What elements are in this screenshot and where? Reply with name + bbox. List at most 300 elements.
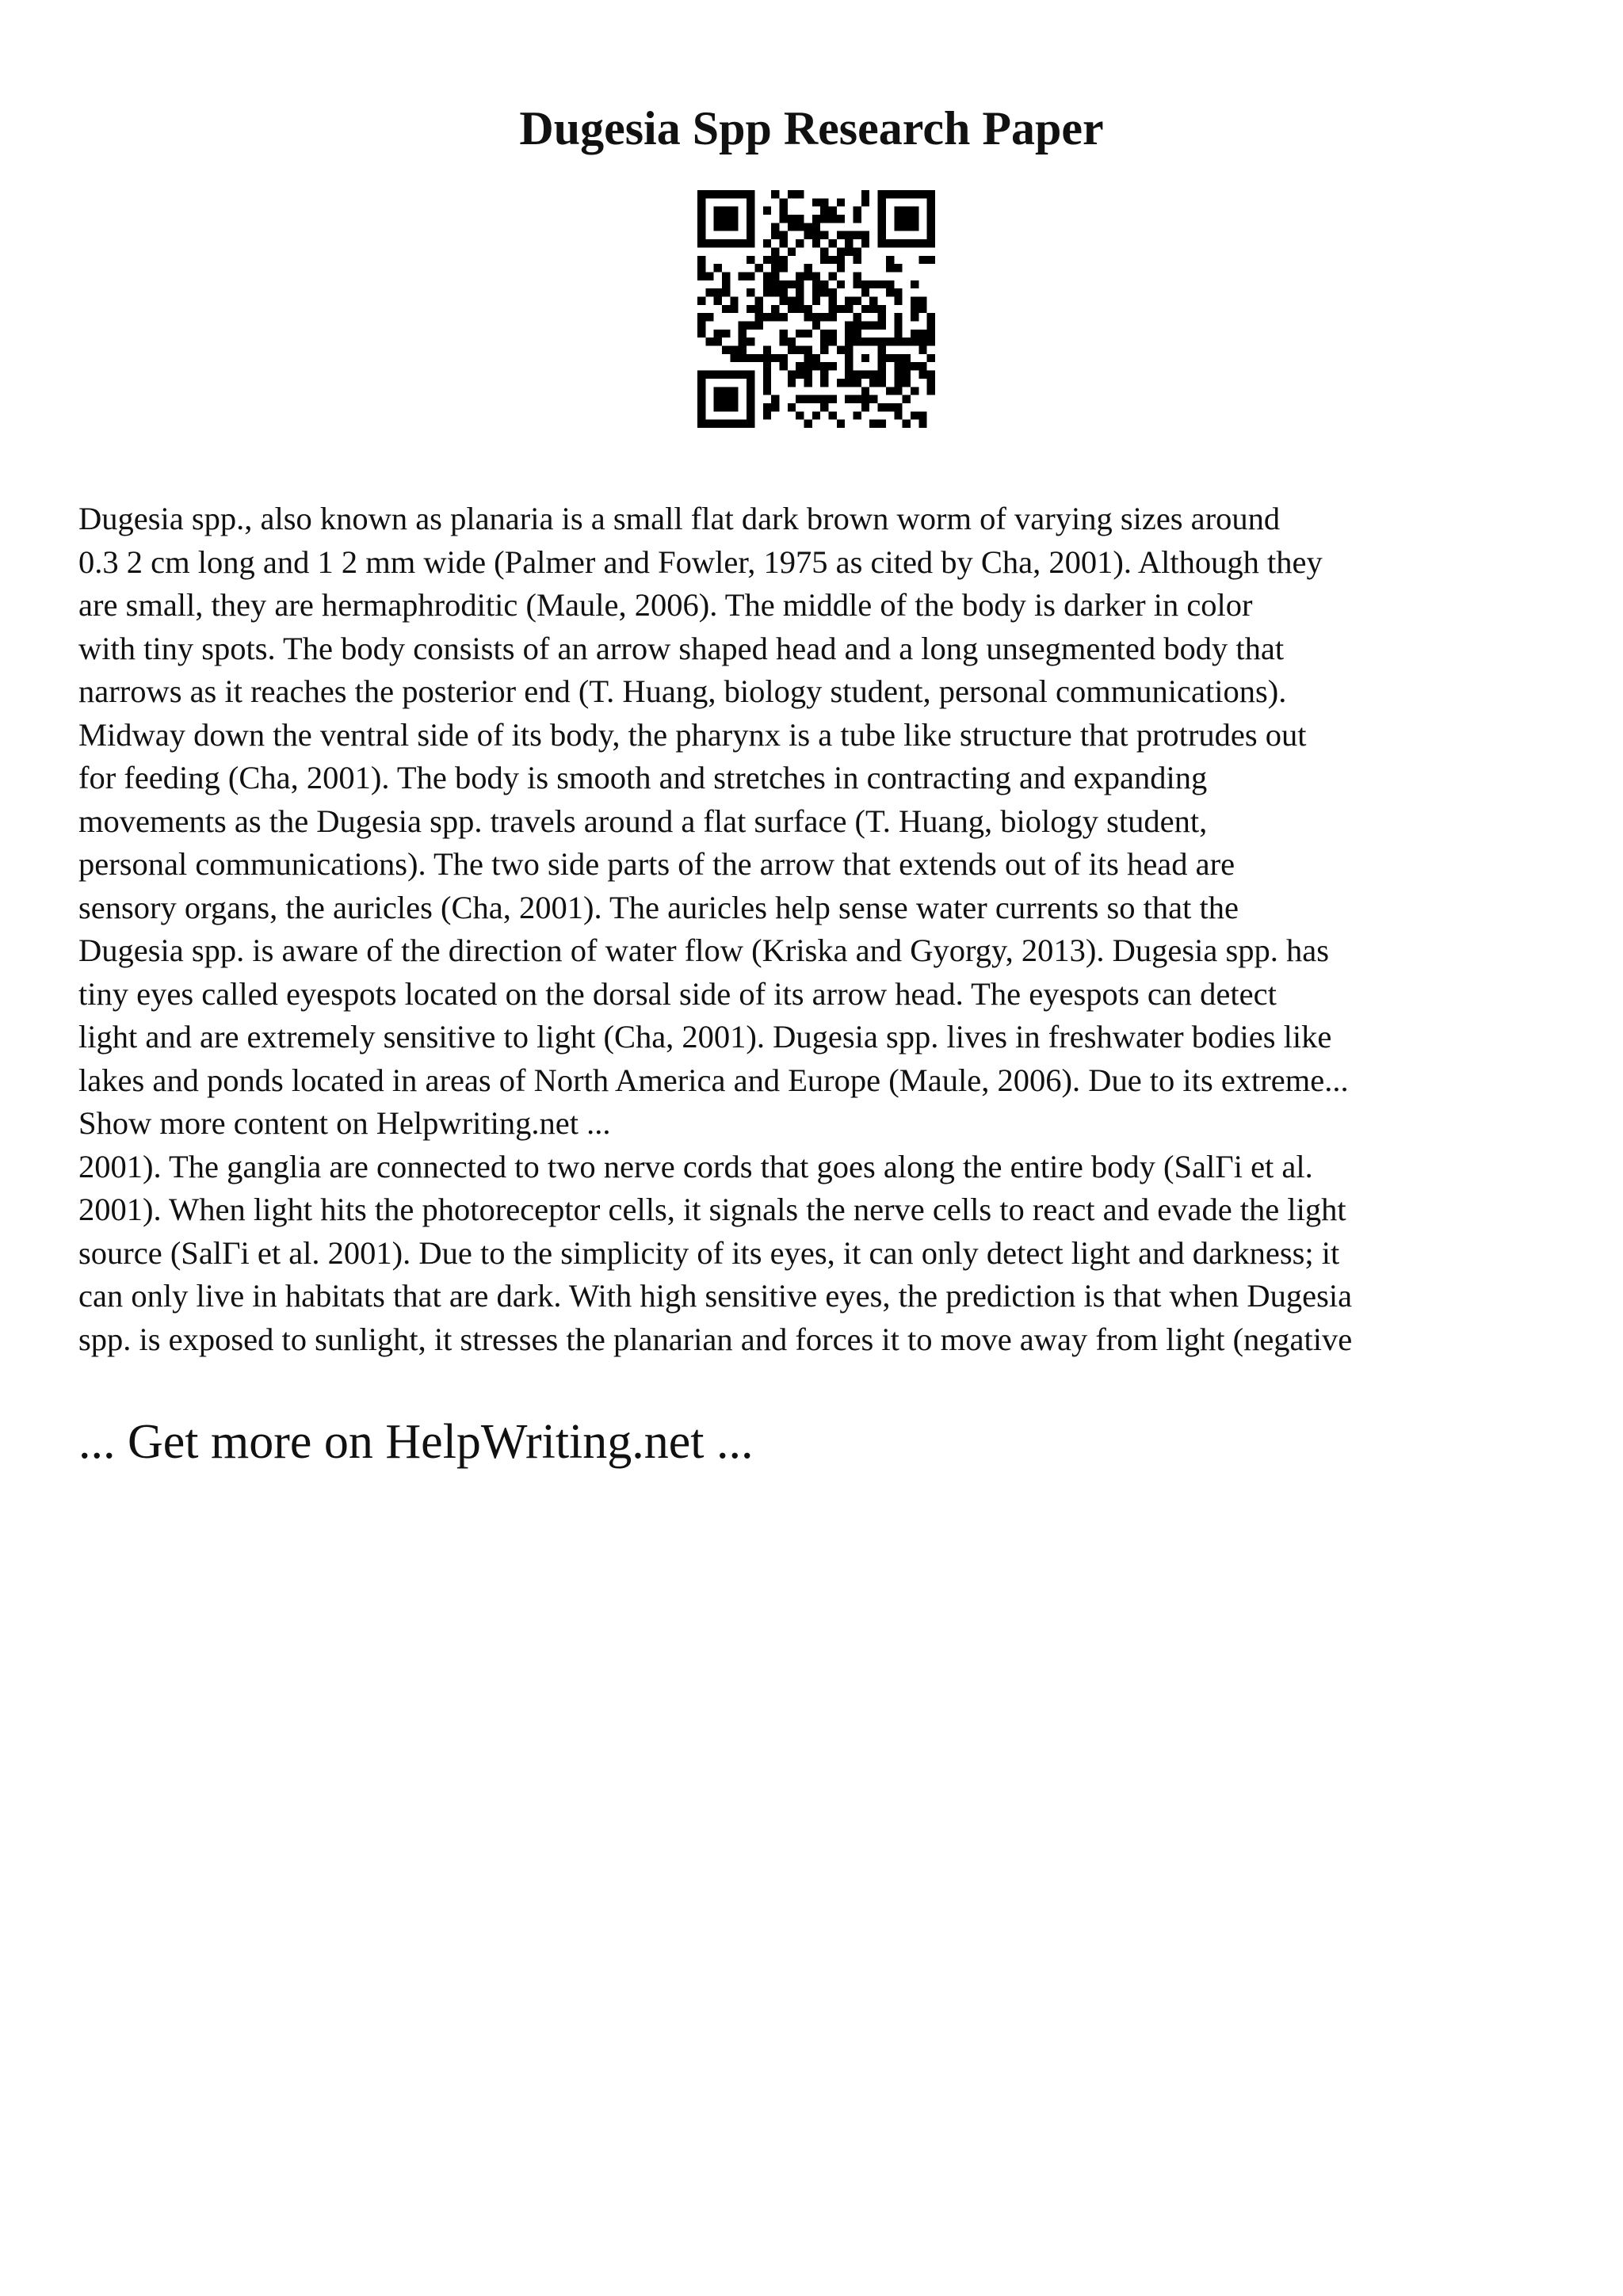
qr-module bbox=[894, 403, 902, 411]
qr-module bbox=[705, 288, 713, 296]
qr-module bbox=[927, 354, 935, 362]
qr-module bbox=[903, 371, 911, 379]
qr-module bbox=[854, 256, 861, 264]
body-line: personal communications). The two side parts of the arrow that extends out of its head are bbox=[78, 846, 1235, 882]
qr-module bbox=[886, 190, 894, 198]
qr-module bbox=[763, 403, 771, 411]
qr-module bbox=[820, 313, 828, 321]
qr-module bbox=[927, 198, 935, 206]
qr-module bbox=[730, 190, 738, 198]
qr-module bbox=[812, 395, 820, 403]
qr-module bbox=[820, 346, 828, 354]
qr-module bbox=[796, 411, 804, 419]
qr-module bbox=[911, 223, 918, 231]
qr-module bbox=[894, 330, 902, 338]
qr-module bbox=[796, 223, 804, 231]
qr-module bbox=[837, 420, 845, 428]
qr-module bbox=[829, 256, 837, 264]
qr-module bbox=[812, 223, 820, 231]
qr-module bbox=[927, 223, 935, 231]
qr-module bbox=[714, 264, 722, 272]
qr-module bbox=[722, 288, 730, 296]
qr-module bbox=[796, 296, 804, 304]
qr-module bbox=[894, 223, 902, 231]
qr-module bbox=[829, 330, 837, 338]
qr-module bbox=[697, 322, 705, 330]
qr-module bbox=[894, 239, 902, 247]
qr-module bbox=[903, 379, 911, 387]
qr-module bbox=[771, 288, 779, 296]
qr-module bbox=[820, 231, 828, 239]
qr-module bbox=[820, 288, 828, 296]
qr-module bbox=[779, 330, 787, 338]
qr-module bbox=[747, 403, 754, 411]
qr-module bbox=[829, 296, 837, 304]
qr-module bbox=[697, 223, 705, 231]
qr-module bbox=[739, 272, 747, 280]
qr-module bbox=[845, 379, 853, 387]
qr-module bbox=[820, 207, 828, 215]
qr-module bbox=[747, 411, 754, 419]
qr-module bbox=[845, 231, 853, 239]
qr-module bbox=[771, 305, 779, 313]
qr-module bbox=[697, 371, 705, 379]
qr-module bbox=[722, 223, 730, 231]
qr-module bbox=[747, 288, 754, 296]
qr-module bbox=[869, 338, 877, 345]
qr-module bbox=[804, 264, 812, 272]
qr-module bbox=[878, 346, 886, 354]
qr-module bbox=[722, 280, 730, 288]
qr-module bbox=[714, 371, 722, 379]
qr-module bbox=[796, 305, 804, 313]
qr-module bbox=[714, 296, 722, 304]
qr-module bbox=[903, 215, 911, 223]
qr-module bbox=[854, 215, 861, 223]
qr-module bbox=[754, 264, 762, 272]
qr-module bbox=[788, 247, 796, 255]
qr-module bbox=[722, 346, 730, 354]
qr-module bbox=[911, 215, 918, 223]
qr-module bbox=[837, 264, 845, 272]
qr-module bbox=[697, 420, 705, 428]
qr-module bbox=[779, 288, 787, 296]
qr-module bbox=[861, 371, 869, 379]
qr-module bbox=[804, 223, 812, 231]
qr-module bbox=[854, 338, 861, 345]
qr-module bbox=[812, 354, 820, 362]
qr-module bbox=[812, 313, 820, 321]
qr-module bbox=[763, 288, 771, 296]
qr-module bbox=[754, 354, 762, 362]
qr-module bbox=[788, 346, 796, 354]
qr-module bbox=[869, 379, 877, 387]
page-title: Dugesia Spp Research Paper bbox=[519, 102, 1104, 154]
qr-module bbox=[747, 322, 754, 330]
qr-module bbox=[845, 330, 853, 338]
qr-module bbox=[927, 338, 935, 345]
qr-module bbox=[739, 322, 747, 330]
qr-module bbox=[747, 215, 754, 223]
qr-module bbox=[878, 223, 886, 231]
body-line: with tiny spots. The body consists of an arrow shaped head and a long unsegmented body that bbox=[78, 630, 1285, 666]
qr-module bbox=[878, 313, 886, 321]
qr-module bbox=[747, 272, 754, 280]
qr-module bbox=[927, 387, 935, 395]
qr-module bbox=[730, 395, 738, 403]
qr-module bbox=[820, 395, 828, 403]
qr-module bbox=[739, 190, 747, 198]
qr-module bbox=[820, 215, 828, 223]
qr-module bbox=[829, 313, 837, 321]
qr-module bbox=[739, 330, 747, 338]
qr-module bbox=[837, 305, 845, 313]
qr-module bbox=[714, 387, 722, 395]
qr-module bbox=[837, 247, 845, 255]
qr-module bbox=[763, 256, 771, 264]
qr-module bbox=[812, 280, 820, 288]
show-more-link[interactable]: Show more content on Helpwriting.net ... bbox=[78, 1105, 611, 1141]
qr-module bbox=[804, 346, 812, 354]
qr-module bbox=[927, 371, 935, 379]
qr-module bbox=[878, 362, 886, 370]
body-line: lakes and ponds located in areas of North America and Europe (Maule, 2006). Due to its extreme... bbox=[78, 1062, 1349, 1098]
qr-module bbox=[854, 322, 861, 330]
qr-module bbox=[820, 247, 828, 255]
qr-module bbox=[754, 313, 762, 321]
qr-module bbox=[730, 296, 738, 304]
qr-module bbox=[796, 288, 804, 296]
qr-module bbox=[747, 387, 754, 395]
qr-module bbox=[845, 338, 853, 345]
qr-module bbox=[927, 322, 935, 330]
qr-module bbox=[779, 207, 787, 215]
qr-module bbox=[754, 305, 762, 313]
qr-module bbox=[927, 239, 935, 247]
qr-module bbox=[730, 305, 738, 313]
qr-module bbox=[911, 411, 918, 419]
qr-module bbox=[747, 379, 754, 387]
qr-module bbox=[722, 207, 730, 215]
qr-module bbox=[697, 272, 705, 280]
qr-module bbox=[796, 272, 804, 280]
qr-module bbox=[927, 231, 935, 239]
qr-module bbox=[820, 362, 828, 370]
body-line: movements as the Dugesia spp. travels around a flat surface (T. Huang, biology student, bbox=[78, 803, 1208, 839]
qr-module bbox=[903, 338, 911, 345]
qr-module bbox=[878, 371, 886, 379]
qr-module bbox=[894, 190, 902, 198]
qr-module bbox=[894, 411, 902, 419]
qr-module bbox=[845, 362, 853, 370]
qr-module bbox=[837, 256, 845, 264]
qr-module bbox=[918, 305, 926, 313]
qr-module bbox=[779, 296, 787, 304]
qr-module bbox=[722, 215, 730, 223]
qr-module bbox=[771, 223, 779, 231]
qr-module bbox=[837, 231, 845, 239]
qr-module bbox=[845, 247, 853, 255]
body-line: tiny eyes called eyespots located on the dorsal side of its arrow head. The eyespots can detect bbox=[78, 975, 1277, 1012]
qr-module bbox=[918, 420, 926, 428]
qr-code-icon bbox=[697, 190, 935, 428]
qr-module bbox=[771, 264, 779, 272]
body-line: sensory organs, the auricles (Cha, 2001). The auricles help sense water currents so that the bbox=[78, 889, 1239, 925]
qr-module bbox=[705, 371, 713, 379]
qr-module bbox=[812, 362, 820, 370]
qr-module bbox=[804, 420, 812, 428]
body-line: Dugesia spp., also known as planaria is a small flat dark brown worm of varying sizes around bbox=[78, 501, 1281, 536]
qr-module bbox=[812, 198, 820, 206]
qr-module bbox=[714, 338, 722, 345]
qr-module bbox=[779, 239, 787, 247]
qr-module bbox=[722, 403, 730, 411]
qr-module bbox=[730, 354, 738, 362]
qr-module bbox=[771, 190, 779, 198]
qr-module bbox=[739, 371, 747, 379]
qr-module bbox=[886, 403, 894, 411]
qr-module bbox=[861, 239, 869, 247]
qr-module bbox=[763, 387, 771, 395]
qr-module bbox=[788, 296, 796, 304]
qr-module bbox=[804, 313, 812, 321]
qr-module bbox=[804, 330, 812, 338]
qr-module bbox=[714, 190, 722, 198]
qr-module bbox=[829, 272, 837, 280]
qr-module bbox=[697, 379, 705, 387]
qr-module bbox=[730, 346, 738, 354]
qr-module bbox=[854, 231, 861, 239]
qr-module bbox=[918, 190, 926, 198]
qr-module bbox=[788, 215, 796, 223]
qr-module bbox=[730, 420, 738, 428]
qr-module bbox=[796, 371, 804, 379]
qr-module bbox=[722, 239, 730, 247]
qr-module bbox=[918, 346, 926, 354]
body-line: Dugesia spp. is aware of the direction of water flow (Kriska and Gyorgy, 2013). Dugesia spp. has bbox=[78, 933, 1329, 968]
qr-module bbox=[779, 313, 787, 321]
qr-module bbox=[722, 395, 730, 403]
qr-module bbox=[779, 256, 787, 264]
qr-module bbox=[861, 322, 869, 330]
body-line: for feeding (Cha, 2001). The body is smooth and stretches in contracting and expanding bbox=[78, 760, 1208, 795]
qr-module bbox=[804, 362, 812, 370]
qr-module bbox=[747, 223, 754, 231]
get-more-link[interactable]: ... Get more on HelpWriting.net ... bbox=[78, 1415, 754, 1469]
qr-module bbox=[714, 420, 722, 428]
qr-module bbox=[730, 239, 738, 247]
qr-module bbox=[918, 330, 926, 338]
qr-module bbox=[763, 272, 771, 280]
qr-module bbox=[878, 215, 886, 223]
body-line: 2001). When light hits the photoreceptor cells, it signals the nerve cells to react and evade the light bbox=[78, 1192, 1346, 1227]
qr-module bbox=[894, 354, 902, 362]
qr-module bbox=[739, 338, 747, 345]
qr-module bbox=[903, 239, 911, 247]
qr-module bbox=[886, 354, 894, 362]
qr-module bbox=[845, 346, 853, 354]
qr-module bbox=[763, 362, 771, 370]
qr-module bbox=[804, 379, 812, 387]
qr-module bbox=[911, 313, 918, 321]
qr-module bbox=[878, 338, 886, 345]
qr-module bbox=[854, 395, 861, 403]
qr-module bbox=[697, 231, 705, 239]
qr-module bbox=[722, 330, 730, 338]
qr-module bbox=[854, 411, 861, 419]
qr-module bbox=[739, 354, 747, 362]
qr-module bbox=[869, 420, 877, 428]
qr-module bbox=[788, 379, 796, 387]
qr-module bbox=[788, 371, 796, 379]
qr-module bbox=[878, 354, 886, 362]
qr-module bbox=[763, 239, 771, 247]
qr-module bbox=[747, 190, 754, 198]
qr-module bbox=[714, 403, 722, 411]
qr-module bbox=[894, 387, 902, 395]
qr-module bbox=[854, 296, 861, 304]
qr-module bbox=[820, 330, 828, 338]
qr-module bbox=[771, 247, 779, 255]
qr-module bbox=[714, 330, 722, 338]
qr-module bbox=[788, 338, 796, 345]
qr-module bbox=[804, 305, 812, 313]
qr-module bbox=[861, 338, 869, 345]
qr-module bbox=[845, 395, 853, 403]
qr-module bbox=[854, 280, 861, 288]
qr-module bbox=[747, 420, 754, 428]
qr-module bbox=[812, 288, 820, 296]
qr-module bbox=[812, 322, 820, 330]
qr-module bbox=[714, 223, 722, 231]
qr-module bbox=[763, 280, 771, 288]
qr-module bbox=[739, 346, 747, 354]
qr-module bbox=[886, 280, 894, 288]
qr-module bbox=[854, 330, 861, 338]
qr-module bbox=[705, 338, 713, 345]
qr-module bbox=[747, 395, 754, 403]
qr-module bbox=[796, 215, 804, 223]
qr-module bbox=[927, 190, 935, 198]
qr-module bbox=[820, 280, 828, 288]
qr-module bbox=[730, 215, 738, 223]
qr-module bbox=[854, 207, 861, 215]
qr-module bbox=[878, 379, 886, 387]
qr-module bbox=[754, 322, 762, 330]
body-paragraph bbox=[78, 498, 1552, 1361]
qr-module bbox=[820, 256, 828, 264]
qr-module bbox=[927, 256, 935, 264]
qr-module bbox=[894, 379, 902, 387]
qr-module bbox=[763, 371, 771, 379]
qr-module bbox=[886, 288, 894, 296]
qr-module bbox=[861, 305, 869, 313]
qr-module bbox=[722, 371, 730, 379]
body-line: spp. is exposed to sunlight, it stresses the planarian and forces it to move away from light (negative bbox=[78, 1321, 1353, 1357]
qr-module bbox=[722, 305, 730, 313]
qr-module bbox=[771, 313, 779, 321]
qr-module bbox=[812, 296, 820, 304]
qr-module bbox=[854, 371, 861, 379]
qr-module bbox=[854, 379, 861, 387]
qr-module bbox=[804, 231, 812, 239]
qr-module bbox=[903, 420, 911, 428]
qr-module bbox=[886, 239, 894, 247]
qr-module bbox=[788, 190, 796, 198]
qr-module bbox=[911, 190, 918, 198]
qr-module bbox=[747, 305, 754, 313]
qr-module bbox=[730, 403, 738, 411]
qr-module bbox=[837, 280, 845, 288]
qr-module bbox=[911, 330, 918, 338]
qr-module bbox=[763, 411, 771, 419]
qr-module bbox=[854, 247, 861, 255]
qr-module bbox=[845, 305, 853, 313]
body-line: source (SalΓi et al. 2001). Due to the simplicity of its eyes, it can only detect light and darkness; it bbox=[78, 1234, 1340, 1271]
qr-module bbox=[878, 198, 886, 206]
qr-module bbox=[861, 231, 869, 239]
qr-code-graphic bbox=[697, 190, 935, 428]
qr-module bbox=[697, 207, 705, 215]
qr-module bbox=[894, 288, 902, 296]
qr-module bbox=[820, 371, 828, 379]
qr-module bbox=[779, 264, 787, 272]
qr-module bbox=[878, 420, 886, 428]
qr-module bbox=[845, 296, 853, 304]
qr-module bbox=[697, 198, 705, 206]
qr-module bbox=[747, 239, 754, 247]
qr-module bbox=[714, 215, 722, 223]
qr-module bbox=[747, 354, 754, 362]
qr-module bbox=[779, 198, 787, 206]
qr-module bbox=[894, 215, 902, 223]
qr-module bbox=[747, 371, 754, 379]
qr-module bbox=[894, 313, 902, 321]
body-line: can only live in habitats that are dark. With high sensitive eyes, the prediction is that when Dugesia bbox=[78, 1278, 1353, 1314]
qr-module bbox=[894, 322, 902, 330]
qr-module bbox=[804, 371, 812, 379]
qr-module bbox=[829, 305, 837, 313]
qr-module bbox=[837, 379, 845, 387]
qr-module bbox=[903, 395, 911, 403]
qr-module bbox=[763, 354, 771, 362]
qr-module bbox=[697, 313, 705, 321]
body-line: narrows as it reaches the posterior end (T. Huang, biology student, personal communications). bbox=[78, 673, 1287, 709]
qr-module bbox=[820, 403, 828, 411]
qr-module bbox=[886, 338, 894, 345]
qr-module bbox=[722, 420, 730, 428]
qr-module bbox=[812, 215, 820, 223]
body-line: light and are extremely sensitive to light (Cha, 2001). Dugesia spp. lives in freshwater bodies like bbox=[78, 1019, 1332, 1055]
qr-module bbox=[927, 207, 935, 215]
qr-module bbox=[911, 296, 918, 304]
qr-module bbox=[779, 215, 787, 223]
qr-module bbox=[829, 215, 837, 223]
qr-module bbox=[829, 288, 837, 296]
qr-module bbox=[878, 207, 886, 215]
qr-module bbox=[788, 280, 796, 288]
qr-module bbox=[918, 256, 926, 264]
qr-module bbox=[903, 354, 911, 362]
qr-module bbox=[788, 403, 796, 411]
qr-module bbox=[845, 239, 853, 247]
qr-module bbox=[845, 371, 853, 379]
qr-module bbox=[697, 239, 705, 247]
qr-module bbox=[829, 395, 837, 403]
qr-module bbox=[927, 313, 935, 321]
qr-module bbox=[714, 395, 722, 403]
qr-module bbox=[878, 403, 886, 411]
